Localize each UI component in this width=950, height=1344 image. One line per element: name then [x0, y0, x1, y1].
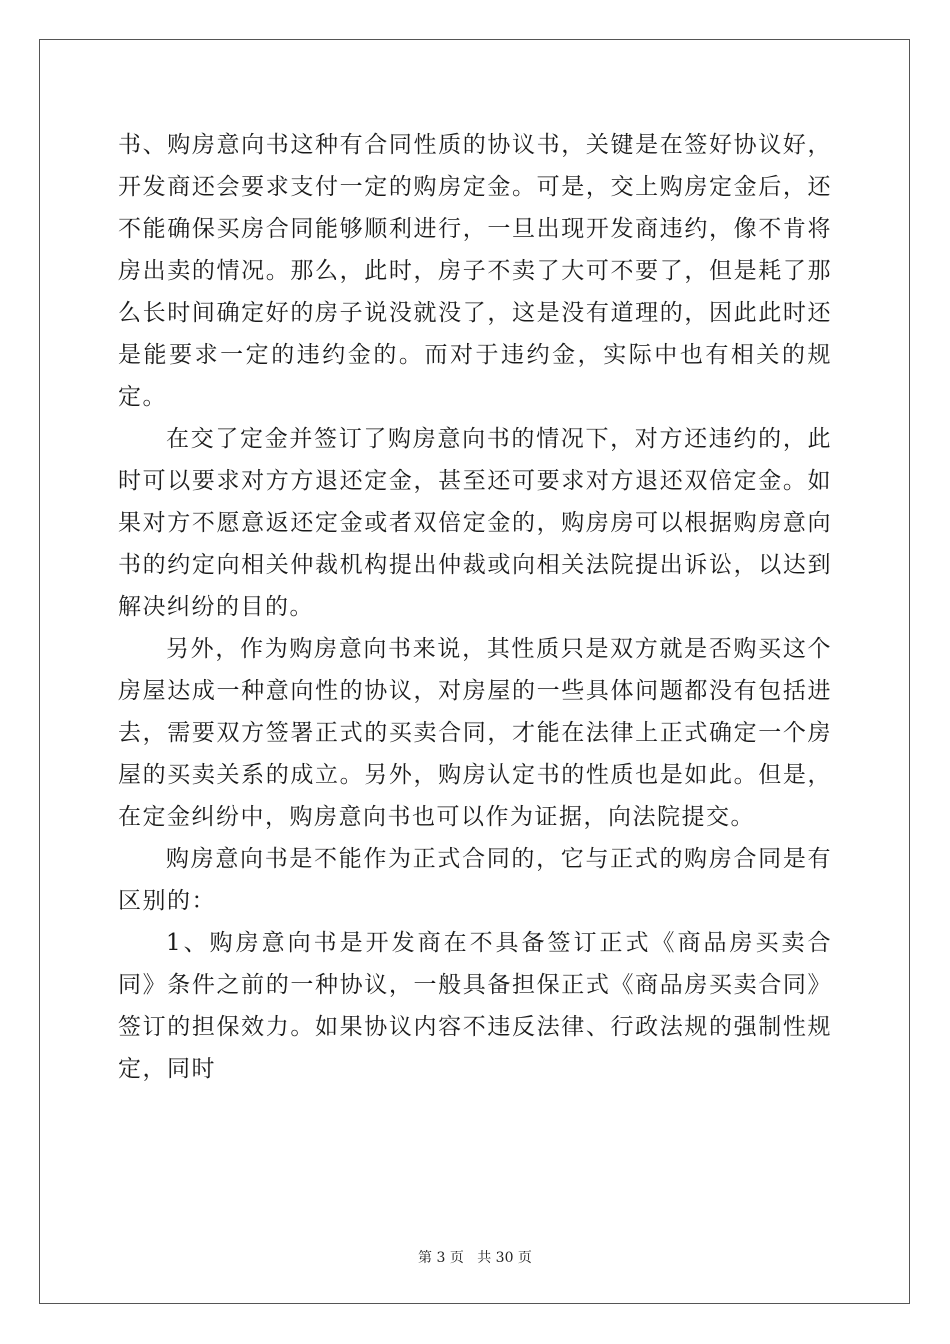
- page-number: 第 3 页: [418, 1250, 464, 1266]
- paragraph-3: 另外，作为购房意向书来说，其性质只是双方就是否购买这个房屋达成一种意向性的协议，对房屋的一些具体问题都没有包括进去，需要双方签署正式的买卖合同，才能在法律上正式确定一个房屋的买卖关系的成立。另外，购房认定书的性质也是如此。但是，在定金纠纷中，购房意向书也可以作为证据，向法院提交。: [118, 636, 832, 830]
- paragraph-4: 购房意向书是不能作为正式合同的，它与正式的购房合同是有区别的：: [118, 846, 832, 914]
- paragraph-5: 1、购房意向书是开发商在不具备签订正式《商品房买卖合同》条件之前的一种协议，一般具备担保正式《商品房买卖合同》签订的担保效力。如果协议内容不违反法律、行政法规的强制性规定，同时: [118, 930, 832, 1082]
- paragraph-1: 书、购房意向书这种有合同性质的协议书，关键是在签好协议好，开发商还会要求支付一定的购房定金。可是，交上购房定金后，还不能确保买房合同能够顺利进行，一旦出现开发商违约，像不肯将房出卖的情况。那么，此时，房子不卖了大可不要了，但是耗了那么长时间确定好的房子说没就没了，这是没有道理的，因此此时还是能要求一定的违约金的。而对于违约金，实际中也有相关的规定。: [118, 132, 832, 410]
- paragraph-2: 在交了定金并签订了购房意向书的情况下，对方还违约的，此时可以要求对方方退还定金，甚至还可要求对方退还双倍定金。如果对方不愿意返还定金或者双倍定金的，购房房可以根据购房意向书的约定向相关仲裁机构提出仲裁或向相关法院提出诉讼，以达到解决纠纷的目的。: [118, 426, 832, 620]
- page-footer: [0, 1247, 950, 1267]
- page-total: 共 30 页: [477, 1250, 532, 1266]
- document-body: [118, 124, 832, 1090]
